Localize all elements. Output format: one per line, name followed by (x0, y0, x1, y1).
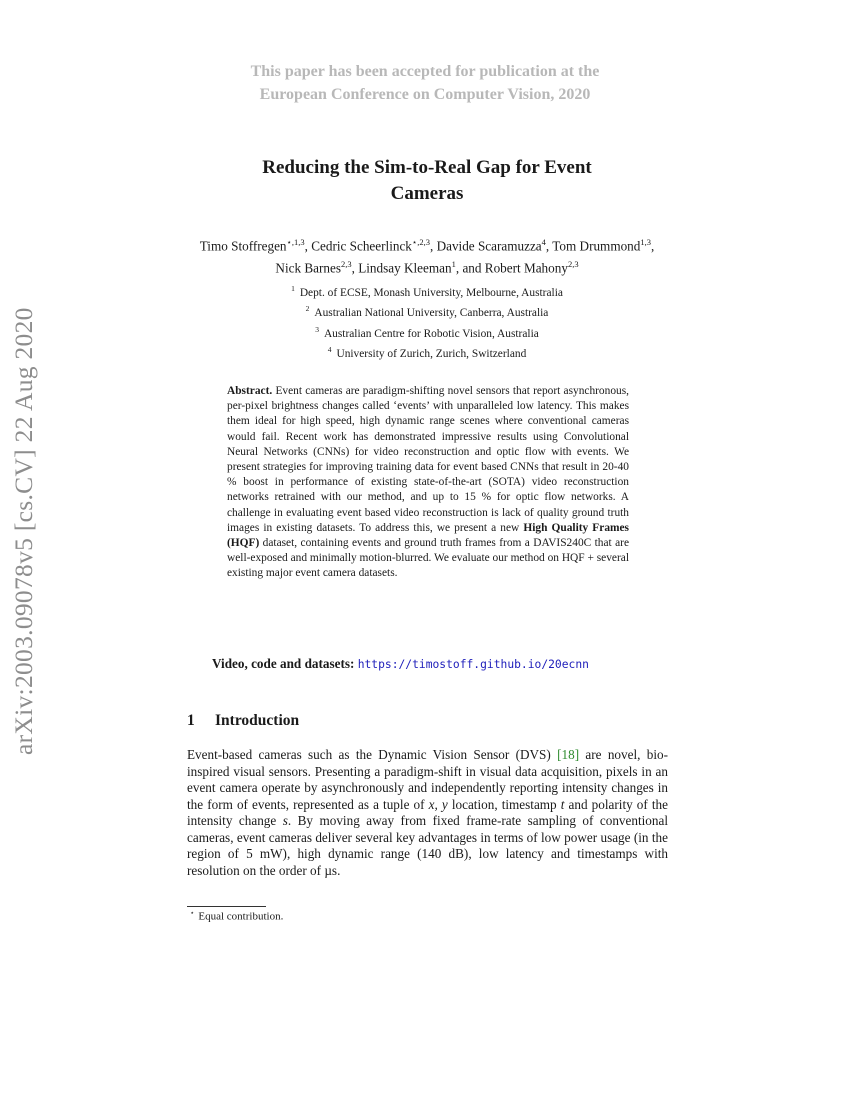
affiliation-text: Australian Centre for Robotic Vision, Australia (323, 327, 539, 340)
affiliation-number: 4 (327, 344, 332, 354)
author: Davide Scaramuzza (436, 238, 542, 254)
math-var: t (560, 796, 565, 812)
citation-link[interactable]: [18] (557, 747, 580, 762)
footnote-text: Equal contribution. (198, 910, 284, 923)
section-number: 1 (187, 712, 195, 729)
video-link-line (212, 655, 672, 674)
intro-text: location, timestamp (447, 796, 561, 812)
affiliation (200, 322, 654, 342)
footnote-rule (187, 906, 266, 907)
author-affil: ⋆,2,3 (411, 237, 430, 247)
footnote (187, 909, 283, 923)
author: Timo Stoffregen (199, 238, 287, 254)
author-list (195, 233, 659, 278)
affiliation-number: 3 (315, 324, 319, 334)
author-affil: 1,3 (640, 237, 651, 247)
project-url-link[interactable]: https://timostoff.github.io/20ecnn (357, 658, 589, 671)
abstract-text: Event cameras are paradigm-shifting novel sensors that report asynchronous, per-pixel brightness changes called ‘events’ with unparalleled low latency. This makes them ideal for high speed, high dynamic range scenes where conventional cameras would fail. Recent work has demonstrated impressive results using Convolutional Neural Networks (CNNs) for video reconstruction and optic flow with events. We present strategies for improving training data for event based CNNs that result in 20-40 % boost in performance of existing state-of-the-art (SOTA) video reconstruction networks retrained with our method, and up to 15 % for optic flow networks. A challenge in evaluating event based video reconstruction is lack of quality ground truth images in existing datasets. To address this, we present a new (227, 385, 629, 534)
math-var: s (282, 813, 288, 828)
author-affil: 2,3 (340, 259, 352, 270)
intro-text: . By moving away from fixed frame-rate sampling of conventional cameras, event cameras deliver several key advantages in terms of low power usage (in the region of 5 mW), high dynamic range (140 dB), low latency and timestamps with resolution on the order of µs. (187, 813, 669, 878)
author-affil: 2,3 (567, 259, 579, 270)
intro-text: and polarity of the intensity change (187, 796, 669, 828)
video-label: Video, code and datasets: (212, 656, 355, 671)
abstract (227, 384, 629, 582)
separator: , (351, 260, 359, 276)
affiliation-number: 1 (291, 284, 295, 293)
affiliation-list (200, 281, 654, 362)
arxiv-stamp: arXiv:2003.09078v5 [cs.CV] 22 Aug 2020 (9, 307, 38, 755)
affiliation-text: University of Zurich, Zurich, Switzerland (336, 347, 527, 360)
abstract-text: dataset, containing events and ground truth frames from a DAVIS240C that are well-exposed and minimally motion-blurred. We evaluate our method on HQF + several existing major event camera datasets. (227, 537, 629, 580)
separator: , and (455, 260, 485, 276)
title-line: Cameras (390, 183, 464, 204)
acceptance-note (200, 60, 650, 106)
separator: , (429, 238, 437, 254)
paper-title (200, 155, 654, 207)
affiliation-text: Australian National University, Canberra, Australia (314, 307, 549, 320)
author: Lindsay Kleeman (358, 260, 452, 276)
author: Nick Barnes (275, 260, 341, 276)
author: Cedric Scheerlinck (311, 238, 412, 254)
title-line: Reducing the Sim-to-Real Gap for Event (262, 157, 592, 178)
separator: , (545, 238, 553, 254)
intro-text: Event-based cameras such as the Dynamic Vision Sensor (DVS) (187, 747, 558, 762)
math-var: x, y (428, 796, 448, 812)
section-title: Introduction (215, 712, 300, 729)
footnote-mark: ⋆ (190, 909, 195, 917)
author: Robert Mahony (484, 260, 568, 276)
intro-text: are novel, bio-inspired visual sensors. Presenting a paradigm-shift in visual data acquisition, pixels in an event camera operate by asynchronously and independently reporting intensity changes in the form of events, represented as a tuple of (187, 747, 669, 812)
author-affil: 4 (541, 237, 546, 247)
affiliation (200, 342, 654, 362)
affiliation-number: 2 (305, 304, 310, 314)
section-heading (187, 712, 299, 730)
dataset-name: High Quality Frames (HQF) (227, 521, 629, 550)
intro-paragraph (187, 747, 668, 879)
author-affil: ⋆,1,3 (286, 237, 305, 247)
affiliation (200, 281, 654, 301)
acceptance-line: European Conference on Computer Vision, 2020 (259, 86, 591, 103)
acceptance-line: This paper has been accepted for publication at the (250, 63, 600, 80)
affiliation (200, 301, 654, 321)
affiliation-text: Dept. of ECSE, Monash University, Melbourne, Australia (299, 286, 563, 299)
author: Tom Drummond (552, 238, 641, 254)
author-affil: 1 (451, 259, 456, 270)
separator: , (650, 238, 655, 254)
abstract-label: Abstract. (227, 385, 273, 397)
separator: , (304, 238, 312, 254)
